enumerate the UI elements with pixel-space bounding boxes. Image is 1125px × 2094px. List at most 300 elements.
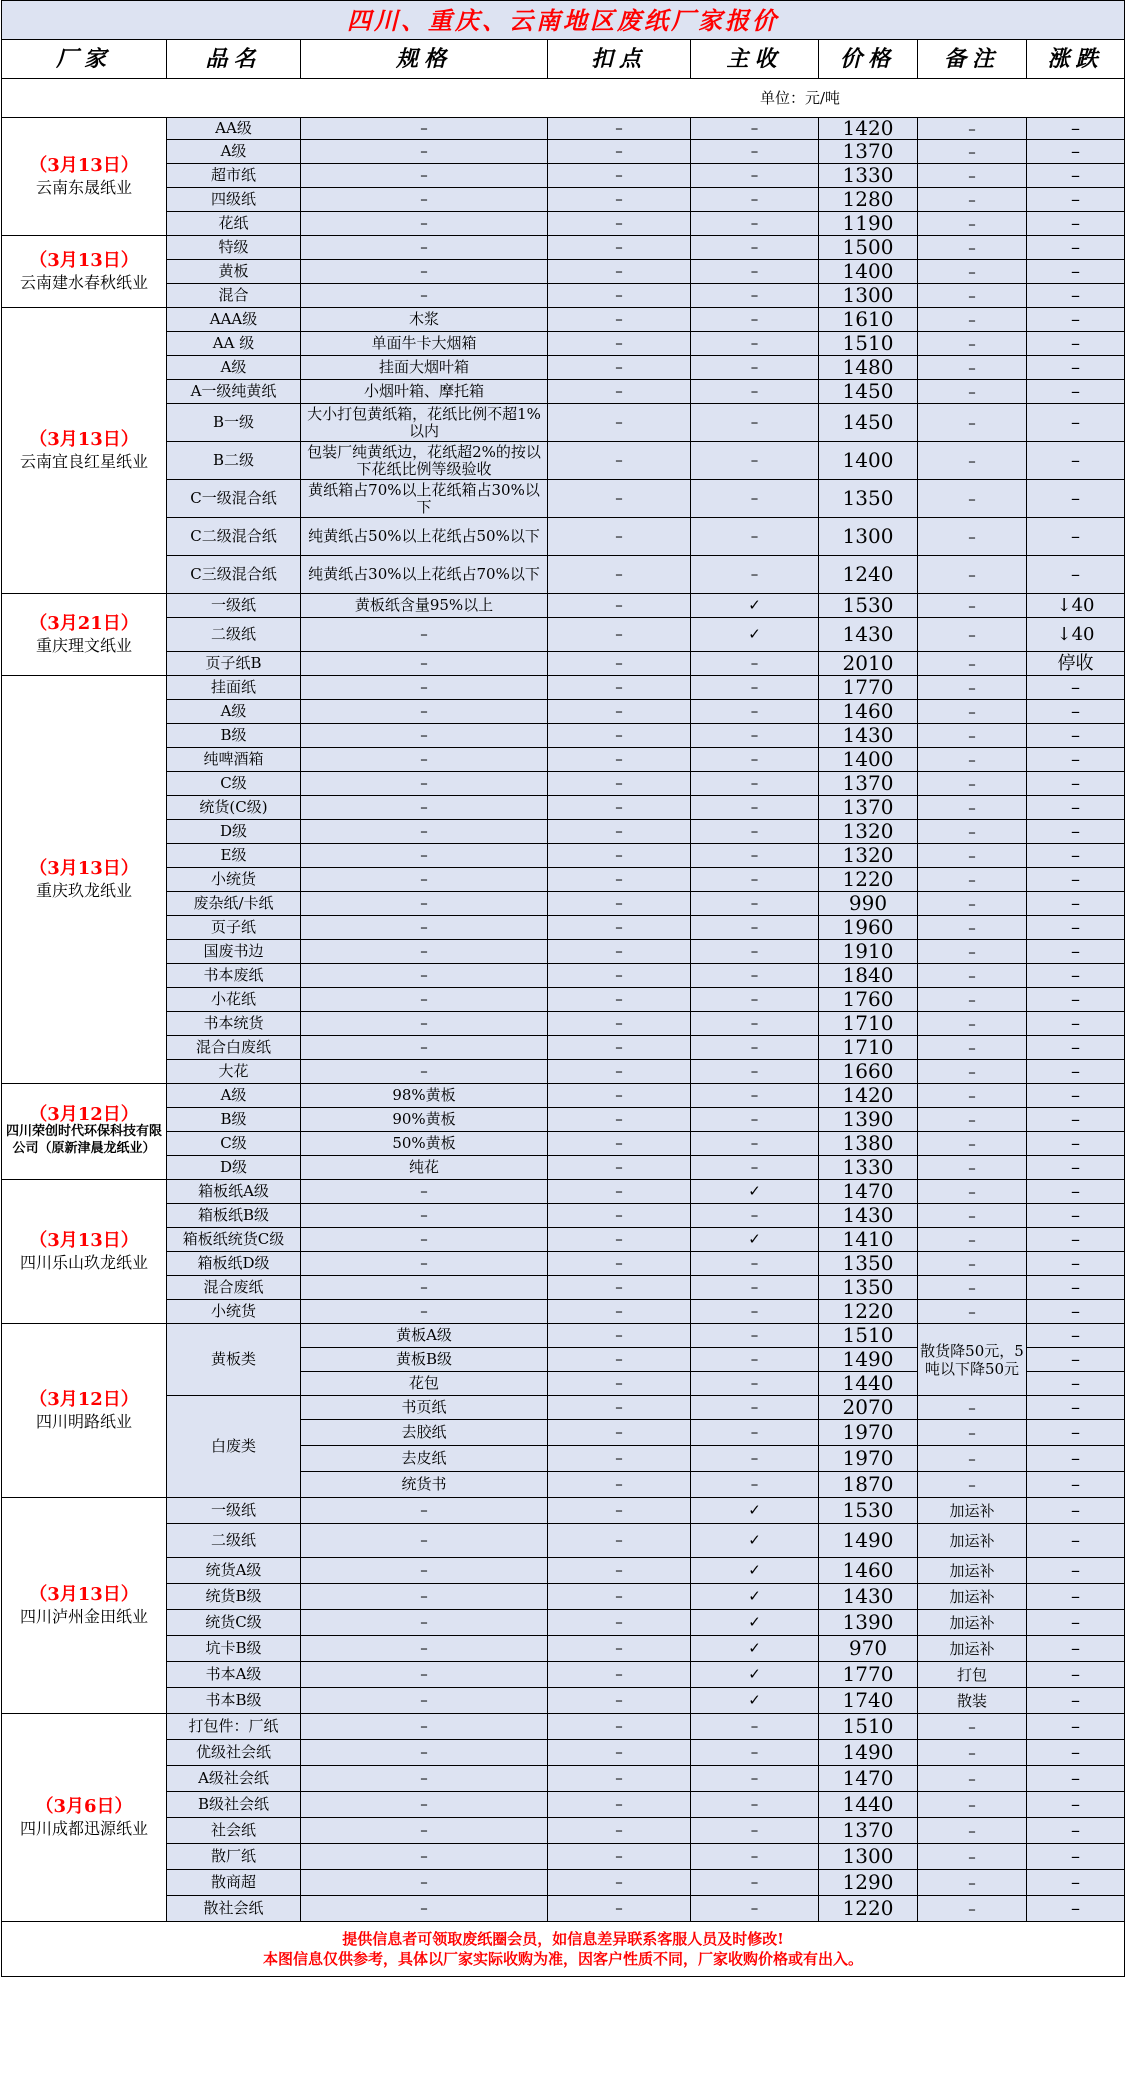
deduction: – (548, 442, 691, 480)
price: 1370 (819, 1818, 918, 1844)
deduction: – (548, 1636, 691, 1662)
price: 1510 (819, 1324, 918, 1348)
spec: – (301, 1204, 548, 1228)
deduction: – (548, 1740, 691, 1766)
price: 1220 (819, 1896, 918, 1922)
note: – (918, 236, 1027, 260)
factory-date: （3月13日） (29, 1583, 139, 1605)
price: 1510 (819, 332, 918, 356)
price: 1190 (819, 212, 918, 236)
table-row (2, 796, 1125, 820)
factory-name: 重庆理文纸业 (35, 635, 132, 655)
product-name: B级 (167, 1108, 301, 1132)
spec: – (301, 1896, 548, 1922)
price: 1300 (819, 1844, 918, 1870)
factory-cell (2, 1498, 167, 1714)
note: – (918, 1036, 1027, 1060)
price: 1420 (819, 118, 918, 140)
note: – (918, 1228, 1027, 1252)
product-name: 挂面纸 (167, 676, 301, 700)
product-name: 统货A级 (167, 1558, 301, 1584)
change: – (1027, 988, 1125, 1012)
note: – (918, 1108, 1027, 1132)
product-name: C三级混合纸 (167, 556, 301, 594)
change: – (1027, 700, 1125, 724)
product-name: C级 (167, 772, 301, 796)
table-row (2, 284, 1125, 308)
unit-row (2, 79, 1125, 118)
price: 990 (819, 892, 918, 916)
product-name: 页子纸 (167, 916, 301, 940)
spec: – (301, 140, 548, 164)
deduction: – (548, 308, 691, 332)
note: – (918, 700, 1027, 724)
table-row (2, 1558, 1125, 1584)
spec: 黄板A级 (301, 1324, 548, 1348)
price: 1400 (819, 442, 918, 480)
main-purchase: – (691, 988, 819, 1012)
spec: 去胶纸 (301, 1420, 548, 1446)
note: – (918, 964, 1027, 988)
main-purchase: – (691, 480, 819, 518)
change: – (1027, 284, 1125, 308)
main-purchase: – (691, 236, 819, 260)
product-name: 箱板纸B级 (167, 1204, 301, 1228)
change: – (1027, 1180, 1125, 1204)
note: – (918, 940, 1027, 964)
note: – (918, 1714, 1027, 1740)
product-name: 书本B级 (167, 1688, 301, 1714)
factory-date: （3月13日） (29, 428, 139, 450)
price: 1220 (819, 868, 918, 892)
deduction: – (548, 916, 691, 940)
deduction: – (548, 724, 691, 748)
deduction: – (548, 1818, 691, 1844)
table-row (2, 164, 1125, 188)
price: 1840 (819, 964, 918, 988)
change: – (1027, 1636, 1125, 1662)
price: 1500 (819, 236, 918, 260)
main-purchase: – (691, 140, 819, 164)
header-main: 主收 (691, 40, 819, 79)
factory-cell (2, 1084, 167, 1180)
spec: – (301, 1740, 548, 1766)
category-label: 黄板类 (167, 1324, 301, 1396)
price: 1370 (819, 140, 918, 164)
spec: 大小打包黄纸箱，花纸比例不超1%以内 (301, 404, 548, 442)
main-purchase: – (691, 1300, 819, 1324)
price: 1410 (819, 1228, 918, 1252)
table-row (2, 1740, 1125, 1766)
main-purchase: ✓ (691, 1688, 819, 1714)
change: – (1027, 356, 1125, 380)
deduction: – (548, 1498, 691, 1524)
main-purchase: ✓ (691, 1498, 819, 1524)
note: 散装 (918, 1688, 1027, 1714)
deduction: – (548, 1610, 691, 1636)
note: – (918, 1818, 1027, 1844)
table-row (2, 618, 1125, 652)
product-name: C一级混合纸 (167, 480, 301, 518)
deduction: – (548, 556, 691, 594)
price: 1610 (819, 308, 918, 332)
main-purchase: – (691, 308, 819, 332)
table-row (2, 1896, 1125, 1922)
price: 1240 (819, 556, 918, 594)
product-name: A级 (167, 140, 301, 164)
factory-date: （3月21日） (29, 612, 139, 634)
deduction: – (548, 518, 691, 556)
spec: – (301, 796, 548, 820)
note: – (918, 1060, 1027, 1084)
footer-line-1: 提供信息者可领取废纸圈会员，如信息差异联系客服人员及时修改! (342, 1930, 784, 1948)
deduction: – (548, 844, 691, 868)
note: – (918, 796, 1027, 820)
spec: – (301, 618, 548, 652)
table-row (2, 556, 1125, 594)
change: – (1027, 940, 1125, 964)
spec: 纯黄纸占50%以上花纸占50%以下 (301, 518, 548, 556)
main-purchase: – (691, 940, 819, 964)
change: – (1027, 820, 1125, 844)
deduction: – (548, 1688, 691, 1714)
change: – (1027, 236, 1125, 260)
deduction: – (548, 700, 691, 724)
deduction: – (548, 1896, 691, 1922)
price: 1470 (819, 1180, 918, 1204)
spec: – (301, 892, 548, 916)
change: – (1027, 748, 1125, 772)
main-purchase: – (691, 796, 819, 820)
deduction: – (548, 236, 691, 260)
deduction: – (548, 868, 691, 892)
product-name: 散厂纸 (167, 1844, 301, 1870)
spec: 书页纸 (301, 1396, 548, 1420)
deduction: – (548, 1844, 691, 1870)
price: 1320 (819, 820, 918, 844)
spec: – (301, 916, 548, 940)
spec: – (301, 700, 548, 724)
note: 打包 (918, 1662, 1027, 1688)
change: ↓40 (1027, 618, 1125, 652)
spec: – (301, 1792, 548, 1818)
deduction: – (548, 118, 691, 140)
table-row (2, 1300, 1125, 1324)
main-purchase: ✓ (691, 1524, 819, 1558)
main-purchase: – (691, 284, 819, 308)
deduction: – (548, 1084, 691, 1108)
table-row (2, 1870, 1125, 1896)
note: – (918, 1896, 1027, 1922)
main-purchase: – (691, 724, 819, 748)
main-purchase: – (691, 1252, 819, 1276)
note: – (918, 772, 1027, 796)
change: – (1027, 1300, 1125, 1324)
product-name: 统货B级 (167, 1584, 301, 1610)
table-row (2, 480, 1125, 518)
deduction: – (548, 284, 691, 308)
price: 1280 (819, 188, 918, 212)
change: – (1027, 964, 1125, 988)
deduction: – (548, 260, 691, 284)
main-purchase: – (691, 676, 819, 700)
factory-date: （3月13日） (29, 857, 139, 879)
main-purchase: – (691, 1420, 819, 1446)
table-row (2, 1844, 1125, 1870)
product-name: A级 (167, 700, 301, 724)
spec: – (301, 1766, 548, 1792)
spec: – (301, 868, 548, 892)
product-name: 国废书边 (167, 940, 301, 964)
spec: – (301, 1610, 548, 1636)
main-purchase: – (691, 1372, 819, 1396)
header-note: 备注 (918, 40, 1027, 79)
main-purchase: ✓ (691, 1610, 819, 1636)
spec: – (301, 1558, 548, 1584)
deduction: – (548, 1012, 691, 1036)
note: – (918, 1792, 1027, 1818)
change: – (1027, 1740, 1125, 1766)
note: – (918, 1766, 1027, 1792)
spec: – (301, 652, 548, 676)
spec: – (301, 1818, 548, 1844)
spec: – (301, 118, 548, 140)
change: – (1027, 1498, 1125, 1524)
note: 散货降50元，5吨以下降50元 (918, 1324, 1027, 1396)
main-purchase: – (691, 1084, 819, 1108)
note: 加运补 (918, 1636, 1027, 1662)
price: 1450 (819, 380, 918, 404)
table-row (2, 1324, 1125, 1348)
deduction: – (548, 140, 691, 164)
factory-cell (2, 594, 167, 676)
table-row (2, 1498, 1125, 1524)
spec: – (301, 1300, 548, 1324)
page-title: 四川、重庆、云南地区废纸厂家报价 (2, 1, 1125, 40)
spec: – (301, 1276, 548, 1300)
table-row (2, 356, 1125, 380)
deduction: – (548, 892, 691, 916)
price: 1350 (819, 1252, 918, 1276)
product-name: 优级社会纸 (167, 1740, 301, 1766)
change: – (1027, 1662, 1125, 1688)
deduction: – (548, 1792, 691, 1818)
spec: – (301, 820, 548, 844)
note: – (918, 618, 1027, 652)
note: – (918, 212, 1027, 236)
deduction: – (548, 964, 691, 988)
product-name: C二级混合纸 (167, 518, 301, 556)
change: – (1027, 442, 1125, 480)
table-row (2, 1132, 1125, 1156)
note: – (918, 1132, 1027, 1156)
note: – (918, 652, 1027, 676)
price: 1970 (819, 1420, 918, 1446)
price: 1430 (819, 724, 918, 748)
price: 1490 (819, 1348, 918, 1372)
change: – (1027, 844, 1125, 868)
price: 1760 (819, 988, 918, 1012)
spec: – (301, 724, 548, 748)
note: – (918, 442, 1027, 480)
note: – (918, 260, 1027, 284)
price: 1530 (819, 1498, 918, 1524)
main-purchase: – (691, 1396, 819, 1420)
factory-cell (2, 1714, 167, 1922)
product-name: 书本废纸 (167, 964, 301, 988)
product-name: 一级纸 (167, 594, 301, 618)
table-row (2, 1276, 1125, 1300)
change: – (1027, 1818, 1125, 1844)
table-row (2, 1180, 1125, 1204)
header-deduction: 扣点 (548, 40, 691, 79)
deduction: – (548, 676, 691, 700)
product-name: B级 (167, 724, 301, 748)
factory-name: 云南建水春秋纸业 (19, 272, 148, 292)
price: 1870 (819, 1472, 918, 1498)
product-name: 花纸 (167, 212, 301, 236)
change: 停收 (1027, 652, 1125, 676)
product-name: 混合 (167, 284, 301, 308)
product-name: A级社会纸 (167, 1766, 301, 1792)
product-name: 坑卡B级 (167, 1636, 301, 1662)
table-row (2, 652, 1125, 676)
main-purchase: – (691, 1714, 819, 1740)
factory-date: （3月13日） (29, 154, 139, 176)
change: – (1027, 868, 1125, 892)
product-name: 纯啤酒箱 (167, 748, 301, 772)
table-row (2, 380, 1125, 404)
deduction: – (548, 940, 691, 964)
deduction: – (548, 1036, 691, 1060)
change: – (1027, 1844, 1125, 1870)
change: – (1027, 556, 1125, 594)
table-row (2, 1252, 1125, 1276)
price: 1510 (819, 1714, 918, 1740)
footer-row (2, 1922, 1125, 1977)
deduction: – (548, 796, 691, 820)
deduction: – (548, 652, 691, 676)
price: 1370 (819, 796, 918, 820)
change: – (1027, 1558, 1125, 1584)
spec: 花包 (301, 1372, 548, 1396)
spec: 50%黄板 (301, 1132, 548, 1156)
table-row (2, 844, 1125, 868)
change: – (1027, 380, 1125, 404)
change: – (1027, 480, 1125, 518)
table-row (2, 1204, 1125, 1228)
note: – (918, 1012, 1027, 1036)
main-purchase: – (691, 1896, 819, 1922)
change: – (1027, 796, 1125, 820)
change: – (1027, 1012, 1125, 1036)
table-row (2, 442, 1125, 480)
table-row (2, 892, 1125, 916)
deduction: – (548, 1156, 691, 1180)
change: – (1027, 164, 1125, 188)
change: – (1027, 1252, 1125, 1276)
factory-name: 四川泸州金田纸业 (19, 1606, 148, 1626)
change: – (1027, 1156, 1125, 1180)
change: – (1027, 916, 1125, 940)
main-purchase: ✓ (691, 1584, 819, 1610)
note: – (918, 118, 1027, 140)
table-row (2, 518, 1125, 556)
deduction: – (548, 1524, 691, 1558)
price: 1400 (819, 748, 918, 772)
price: 1380 (819, 1132, 918, 1156)
price: 1460 (819, 700, 918, 724)
product-name: 书本统货 (167, 1012, 301, 1036)
change: – (1027, 188, 1125, 212)
product-name: 四级纸 (167, 188, 301, 212)
main-purchase: ✓ (691, 618, 819, 652)
main-purchase: – (691, 380, 819, 404)
product-name: 二级纸 (167, 1524, 301, 1558)
main-purchase: ✓ (691, 1636, 819, 1662)
change: – (1027, 308, 1125, 332)
price: 1710 (819, 1036, 918, 1060)
main-purchase: – (691, 442, 819, 480)
main-purchase: – (691, 1276, 819, 1300)
factory-name: 四川成都迅源纸业 (19, 1818, 148, 1838)
price: 1430 (819, 618, 918, 652)
main-purchase: ✓ (691, 594, 819, 618)
spec: – (301, 1228, 548, 1252)
note: – (918, 332, 1027, 356)
change: – (1027, 724, 1125, 748)
table-row (2, 1012, 1125, 1036)
change: – (1027, 1524, 1125, 1558)
main-purchase: – (691, 1324, 819, 1348)
note: 加运补 (918, 1498, 1027, 1524)
table-row (2, 1688, 1125, 1714)
spec: – (301, 772, 548, 796)
note: – (918, 164, 1027, 188)
factory-date: （3月12日） (29, 1104, 139, 1125)
header-factory: 厂家 (2, 40, 167, 79)
main-purchase: – (691, 1156, 819, 1180)
main-purchase: – (691, 212, 819, 236)
deduction: – (548, 1348, 691, 1372)
note: 加运补 (918, 1558, 1027, 1584)
note: – (918, 284, 1027, 308)
note: – (918, 404, 1027, 442)
main-purchase: – (691, 118, 819, 140)
table-row (2, 1818, 1125, 1844)
change: – (1027, 1792, 1125, 1818)
product-name: AAA级 (167, 308, 301, 332)
deduction: – (548, 1558, 691, 1584)
factory-cell (2, 236, 167, 308)
spec: – (301, 1252, 548, 1276)
spec: – (301, 1714, 548, 1740)
deduction: – (548, 618, 691, 652)
spec: 纯黄纸占30%以上花纸占70%以下 (301, 556, 548, 594)
table-row (2, 1636, 1125, 1662)
deduction: – (548, 404, 691, 442)
spec: 挂面大烟叶箱 (301, 356, 548, 380)
change: – (1027, 1228, 1125, 1252)
deduction: – (548, 820, 691, 844)
main-purchase: – (691, 404, 819, 442)
deduction: – (548, 164, 691, 188)
price: 1390 (819, 1610, 918, 1636)
price: 1710 (819, 1012, 918, 1036)
deduction: – (548, 1228, 691, 1252)
main-purchase: – (691, 1108, 819, 1132)
factory-cell (2, 118, 167, 236)
